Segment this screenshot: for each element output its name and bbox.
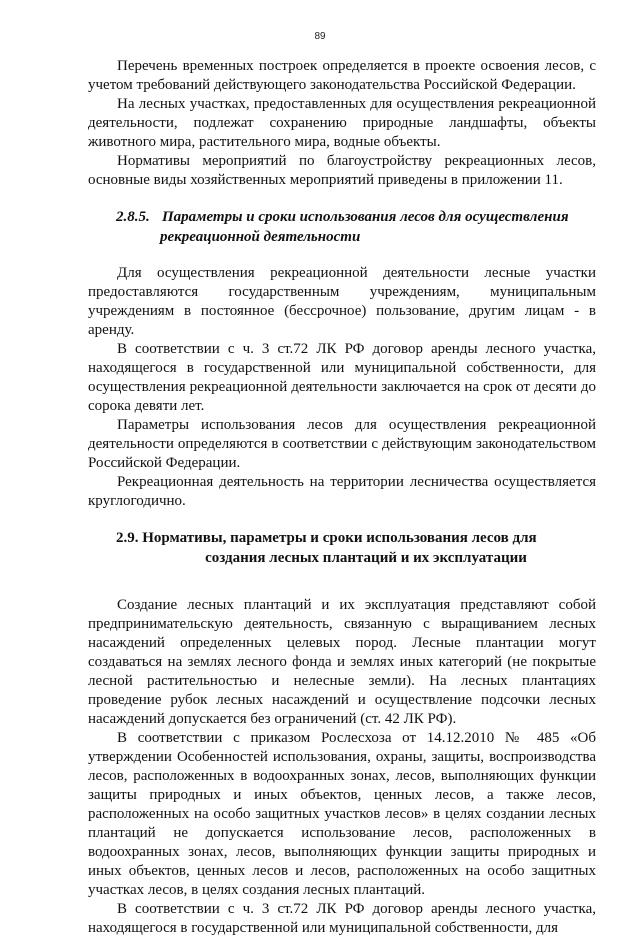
section-title-line: Параметры и сроки использования лесов для осуществления	[162, 209, 569, 225]
paragraph: Перечень временных построек определяется в проекте освоения лесов, с учетом требований действующего законодательства Российской Федерации.	[88, 58, 596, 93]
section-title-line: 2.9. Нормативы, параметры и сроки использования лесов для	[116, 530, 537, 546]
paragraph: В соответствии с ч. 3 ст.72 ЛК РФ договор аренды лесного участка, находящегося в государственной или муниципальной собственности, для	[88, 901, 596, 936]
section-number: 2.8.5.	[116, 209, 150, 225]
section-heading-2-9	[88, 528, 596, 568]
spacer	[88, 511, 596, 528]
paragraph: На лесных участках, предоставленных для осуществления рекреационной деятельности, подлежат сохранению природные ландшафты, объекты животного мира, растительного мира, водные объекты.	[88, 96, 596, 150]
section-title-line: рекреационной деятельности	[160, 229, 361, 245]
section-title-line: создания лесных плантаций и их эксплуатации	[205, 550, 527, 566]
paragraph: Параметры использования лесов для осуществления рекреационной деятельности определяются в соответствии с действующим законодательством Российской Федерации.	[88, 417, 596, 471]
paragraph: В соответствии с приказом Рослесхоза от 14.12.2010 № 485 «Об утверждении Особенностей использования, охраны, защиты, воспроизводства лесов, расположенных в водоохранных зонах, лесов, выполняющих функции защиты природных и иных объектов, ценных лесов, а также лесов, расположенных на особо защитных участков лесов» в целях создании лесных плантаций не допускается использование лесов, расположенных в водоохранных зонах, лесов, выполняющих функции защиты природных и иных объектов, ценных лесов и лесов, расположенных на особо защитных участках лесов, в целях создания лесных плантаций.	[88, 730, 596, 898]
paragraph: Нормативы мероприятий по благоустройству рекреационных лесов, основные виды хозяйственных мероприятий приведены в приложении 11.	[88, 153, 596, 188]
spacer	[88, 190, 596, 207]
spacer	[88, 247, 596, 264]
document-body	[88, 57, 596, 938]
section-heading-2-8-5	[88, 207, 596, 247]
paragraph: Создание лесных плантаций и их эксплуатация представляют собой предпринимательскую деятельность, связанную с выращиванием лесных насаждений определенных целевых пород. Лесные плантации могут создаваться на землях лесного фонда и землях иных категорий (не покрытые лесной растительностью и нелесные земли). На лесных плантациях проведение рубок лесных насаждений и осуществление подсочки лесных насаждений допускается без ограничений (ст. 42 ЛК РФ).	[88, 597, 596, 727]
paragraph: Для осуществления рекреационной деятельности лесные участки предоставляются государственным учреждениям, муниципальным учреждениям в постоянное (бессрочное) пользование, другим лицам - в аренду.	[88, 265, 596, 338]
page-number: 89	[314, 31, 326, 42]
paragraph: Рекреационная деятельность на территории лесничества осуществляется круглогодично.	[88, 474, 596, 509]
paragraph: В соответствии с ч. 3 ст.72 ЛК РФ договор аренды лесного участка, находящегося в государственной или муниципальной собственности, для осуществления рекреационной деятельности заключается на срок от десяти до сорока девяти лет.	[88, 341, 596, 414]
spacer	[88, 568, 596, 596]
